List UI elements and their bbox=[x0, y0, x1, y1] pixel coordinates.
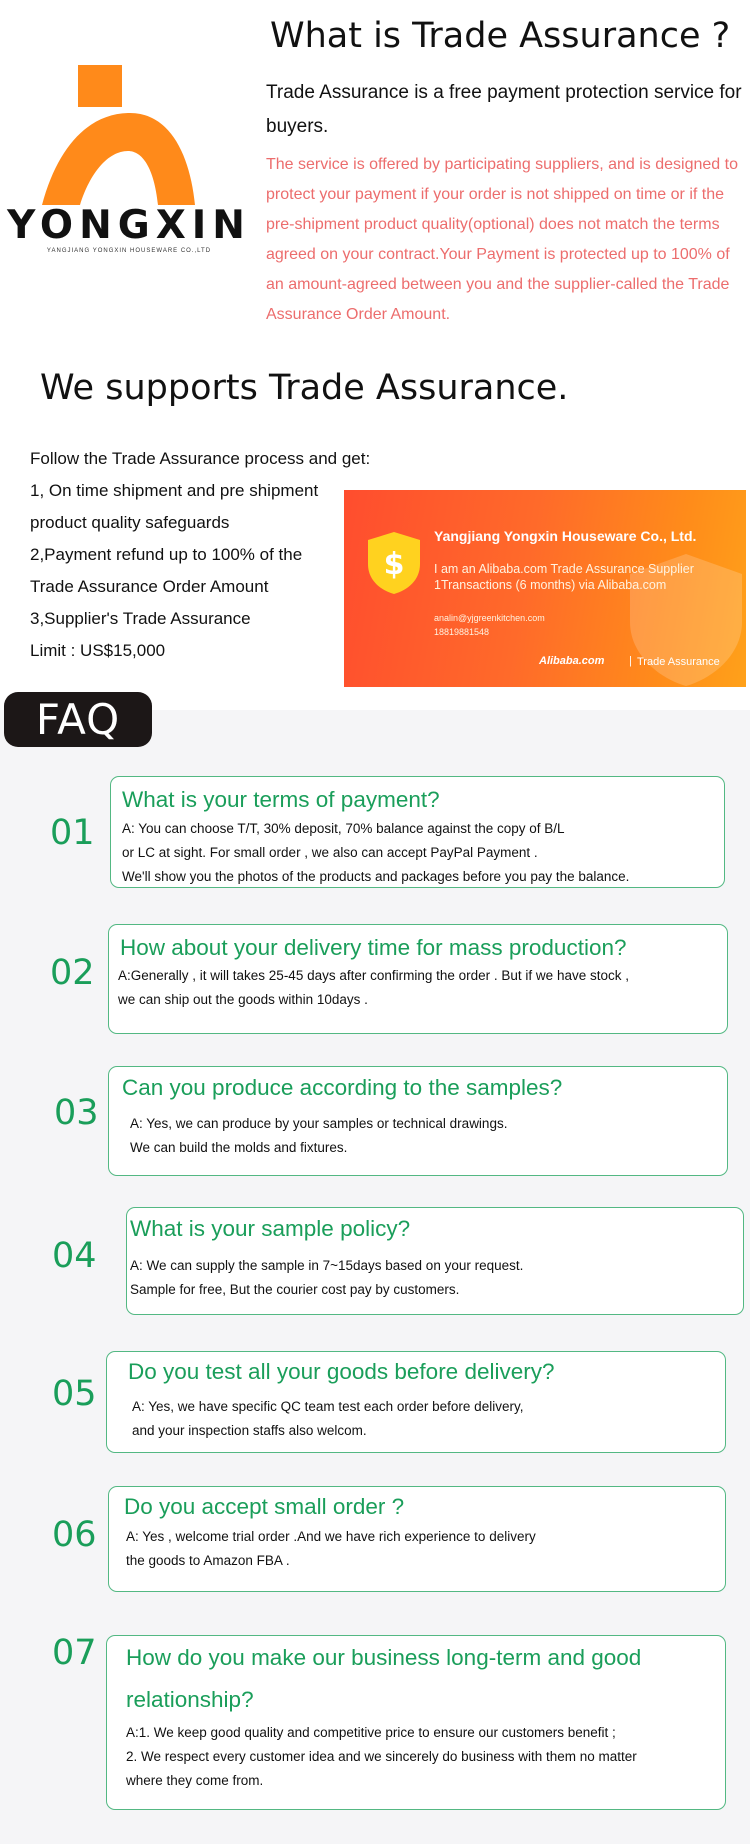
faq-question: Do you accept small order ? bbox=[124, 1494, 405, 1519]
faq-answer-line: A: We can supply the sample in 7~15days based on your request. bbox=[130, 1258, 524, 1273]
faq-answer-line: 2. We respect every customer idea and we sincerely do business with them no matter bbox=[126, 1749, 637, 1764]
faq-answer-line: the goods to Amazon FBA . bbox=[126, 1553, 290, 1568]
faq-answer-line: or LC at sight. For small order , we also can accept PayPal Payment . bbox=[122, 845, 538, 860]
faq-question: How about your delivery time for mass production? bbox=[120, 935, 627, 960]
faq-answer-line: and your inspection staffs also welcom. bbox=[132, 1423, 367, 1438]
process-line: Trade Assurance Order Amount bbox=[30, 577, 269, 596]
faq-number: 04 bbox=[52, 1236, 97, 1276]
faq-answer-line: We'll show you the photos of the products and packages before you pay the balance. bbox=[122, 869, 630, 884]
supplier-transactions: 1Transactions (6 months) via Alibaba.com bbox=[434, 578, 667, 592]
faq-question: What is your terms of payment? bbox=[122, 787, 440, 812]
process-line: Limit : US$15,000 bbox=[30, 641, 166, 660]
supplier-company-name: Yangjiang Yongxin Houseware Co., Ltd. bbox=[434, 528, 697, 544]
trade-assurance-label: Trade Assurance bbox=[637, 656, 720, 668]
supplier-phone: 18819881548 bbox=[434, 627, 490, 637]
faq-number: 06 bbox=[52, 1515, 97, 1555]
process-line: product quality safeguards bbox=[30, 513, 230, 532]
process-line: 2,Payment refund up to 100% of the bbox=[30, 545, 303, 564]
alibaba-logo: Alibaba.com bbox=[539, 655, 605, 667]
trade-assurance-lead: Trade Assurance is a free payment protection service for buyers. bbox=[266, 82, 742, 137]
faq-answer bbox=[122, 817, 629, 889]
faq-answer bbox=[130, 1254, 523, 1302]
trade-assurance-detail: The service is offered by participating suppliers, and is designed to protect your payment if your order is not shipped on time or if the pre-shipment product quality(optional) does not match the terms agreed on your contract.Your Payment is protected up to 100% of an amount-agreed between you and the supplier-called the Trade Assurance Order Amount. bbox=[266, 156, 738, 323]
supplier-description: I am an Alibaba.com Trade Assurance Supplier bbox=[434, 562, 694, 576]
process-line: Follow the Trade Assurance process and get: bbox=[30, 449, 371, 468]
faq-question: How do you make our business long-term and good bbox=[126, 1645, 642, 1670]
faq-number: 01 bbox=[50, 813, 95, 853]
faq-number: 05 bbox=[52, 1374, 97, 1414]
brand-separator: | bbox=[629, 655, 632, 667]
faq-answer bbox=[130, 1112, 507, 1160]
faq-question: What is your sample policy? bbox=[130, 1216, 411, 1241]
alibaba-supplier-card bbox=[344, 490, 746, 687]
faq-question-continued: relationship? bbox=[126, 1687, 254, 1712]
faq-answer-line: A: You can choose T/T, 30% deposit, 70% balance against the copy of B/L bbox=[122, 821, 565, 836]
company-logo bbox=[0, 55, 258, 255]
faq-answer bbox=[118, 964, 629, 1012]
trade-assurance-title: What is Trade Assurance ? bbox=[270, 16, 731, 56]
faq-answer-line: A: Yes , welcome trial order .And we have rich experience to delivery bbox=[126, 1529, 536, 1544]
shield-icon bbox=[366, 530, 422, 596]
support-title: We supports Trade Assurance. bbox=[40, 368, 569, 408]
shield-symbol: $ bbox=[383, 547, 405, 582]
logo-mark-icon bbox=[30, 55, 200, 205]
logo-wordmark: YONGXIN bbox=[7, 203, 251, 248]
faq-question: Can you produce according to the samples? bbox=[122, 1075, 563, 1100]
faq-answer bbox=[126, 1721, 637, 1793]
faq-answer-line: We can build the molds and fixtures. bbox=[130, 1140, 348, 1155]
faq-question: Do you test all your goods before delivery? bbox=[128, 1359, 555, 1384]
supplier-email: analin@yjgreenkitchen.com bbox=[434, 613, 545, 623]
process-list bbox=[30, 443, 371, 667]
faq-answer bbox=[126, 1525, 536, 1573]
process-line: 1, On time shipment and pre shipment bbox=[30, 481, 319, 500]
faq-answer-line: we can ship out the goods within 10days . bbox=[118, 992, 368, 1007]
faq-answer-line: A: Yes, we have specific QC team test each order before delivery, bbox=[132, 1399, 524, 1414]
faq-number: 03 bbox=[54, 1093, 99, 1133]
faq-answer-line: Sample for free, But the courier cost pay by customers. bbox=[130, 1282, 460, 1297]
faq-number: 02 bbox=[50, 953, 95, 993]
faq-answer-line: where they come from. bbox=[126, 1773, 264, 1788]
process-line: 3,Supplier's Trade Assurance bbox=[30, 609, 251, 628]
faq-answer bbox=[132, 1395, 523, 1443]
faq-answer-line: A:1. We keep good quality and competitive price to ensure our customers benefit ; bbox=[126, 1725, 616, 1740]
faq-answer-line: A: Yes, we can produce by your samples or technical drawings. bbox=[130, 1116, 508, 1131]
faq-number: 07 bbox=[52, 1633, 97, 1673]
logo-subtitle: YANGJIANG YONGXIN HOUSEWARE CO.,LTD bbox=[46, 248, 212, 254]
faq-answer-line: A:Generally , it will takes 25-45 days after confirming the order . But if we have stock , bbox=[118, 968, 629, 983]
faq-heading: FAQ bbox=[4, 692, 152, 747]
